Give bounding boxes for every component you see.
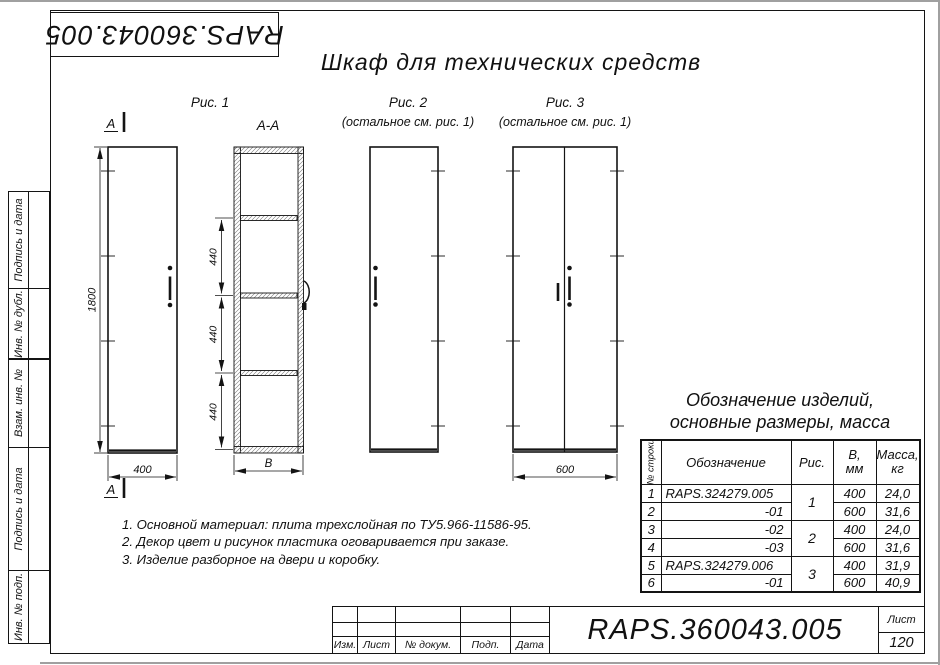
products-table <box>640 439 921 593</box>
sheet-number: 120 <box>889 635 914 651</box>
shelf-dim-value-1: 440 <box>207 248 220 266</box>
stamp-label: Инв. № подп. <box>13 573 25 642</box>
shelf-dim-value-3: 440 <box>207 403 220 421</box>
fig1-width-value: 400 <box>133 464 152 476</box>
col-header-designation: Обозначение <box>661 440 791 484</box>
section-depth-value: В <box>264 458 273 470</box>
title-block-revision-grid <box>333 607 552 653</box>
fig1-height-value: 1800 <box>86 287 99 313</box>
drawing-notes <box>122 516 532 568</box>
fig2-cabinet-front-view <box>370 147 445 452</box>
products-table-title: Обозначение изделий, основные размеры, масса <box>669 390 891 432</box>
stamp-label: Подпись и дата <box>13 198 25 282</box>
col-label-izm: Изм. <box>333 639 357 651</box>
fig3-caption: Рис. 3 <box>545 95 585 110</box>
fig3-width-value: 600 <box>555 464 575 476</box>
stamp-cell <box>8 570 50 644</box>
stamp-cell <box>8 447 50 571</box>
note-3: 3. Изделие разборное на двери и коробку. <box>122 551 381 567</box>
col-header-row-no: № строки <box>641 440 661 484</box>
fig3-cabinet-front-view <box>506 147 624 481</box>
sheet-label: Лист <box>879 607 924 633</box>
title-block-doc-number: RAPS.360043.005 <box>587 613 843 646</box>
stamp-label: Подпись и дата <box>13 467 25 551</box>
svg-text:А: А <box>106 482 116 497</box>
table-row: 1 RAPS.324279.005 1 400 24,0 <box>641 484 920 502</box>
table-row: 2 -01 600 31,6 <box>641 502 920 520</box>
left-stamp-column <box>8 192 50 644</box>
table-row: 4 -03 600 31,6 <box>641 538 920 556</box>
section-cut-mark-top <box>104 112 124 132</box>
fig1-cabinet-front-view <box>87 112 178 498</box>
col-header-mass: Масса, кг <box>876 440 920 484</box>
inverted-doc-number: RAPS.360043.005 <box>45 20 284 50</box>
fig3-subcaption: (остальное см. рис. 1) <box>498 115 632 129</box>
stamp-cell <box>8 191 50 289</box>
col-header-figure: Рис. <box>791 440 833 484</box>
note-2: 2. Декор цвет и рисунок пластика оговаривается при заказе. <box>122 534 510 550</box>
note-1: 1. Основной материал: плита трехслойная по ТУ5.966-11586-95. <box>122 517 532 532</box>
section-shelves <box>241 216 298 376</box>
stamp-cell <box>8 288 50 360</box>
stamp-cell <box>8 358 50 448</box>
page-title: Шкаф для технических средств <box>320 49 702 75</box>
col-label-dokum: № докум. <box>396 637 461 653</box>
svg-text:А: А <box>106 116 116 131</box>
table-row: 3 -02 2 400 24,0 <box>641 520 920 538</box>
shelf-dim-value-2: 440 <box>207 325 220 344</box>
col-label-podp: Подп. <box>461 637 511 653</box>
fig1-section-a-a <box>208 147 310 475</box>
col-label-list: Лист <box>358 637 396 653</box>
col-label-data: Дата <box>511 637 550 653</box>
col-header-width: В, мм <box>833 440 876 484</box>
fig1-caption: Рис. 1 <box>190 95 230 110</box>
section-a-a-label: А-А <box>256 118 280 133</box>
fig2-caption: Рис. 2 <box>388 95 428 110</box>
fig2-subcaption: (остальное см. рис. 1) <box>341 115 475 129</box>
stamp-label: Взам. инв. № <box>13 369 25 438</box>
section-cut-mark-bottom <box>104 478 124 498</box>
table-row: 5 RAPS.324279.006 3 400 31,9 <box>641 556 920 574</box>
title-block <box>332 606 925 654</box>
stamp-label: Инв. № дубл. <box>13 289 25 358</box>
title-block-sheet-cell <box>878 607 924 653</box>
products-table-header <box>641 440 920 484</box>
table-row: 6 -01 600 40,9 <box>641 574 920 592</box>
section-door-panel <box>298 147 304 453</box>
